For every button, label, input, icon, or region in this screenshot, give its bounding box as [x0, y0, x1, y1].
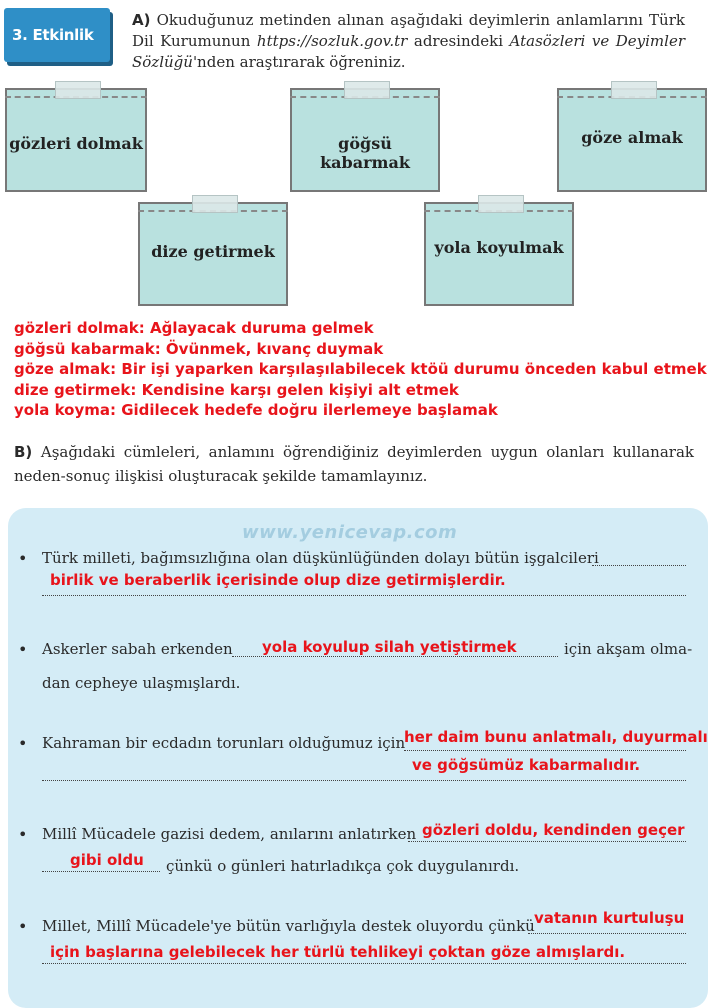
- sentence-answer: her daim bunu anlatmalı, duyurmalı: [404, 728, 708, 746]
- fill-line: [404, 750, 686, 751]
- fill-line: [408, 841, 686, 842]
- idiom-card-label: gözleri dolmak: [9, 134, 143, 153]
- sentence-text: Askerler sabah erkenden: [42, 640, 233, 658]
- idiom-card-5: [424, 202, 574, 306]
- part-b-letter: B): [14, 443, 33, 461]
- bullet: •: [18, 917, 28, 936]
- idiom-card-2: [290, 88, 440, 192]
- sentence-text: Millet, Millî Mücadele'ye bütün varlığıyla destek oluyordu çünkü: [42, 917, 535, 935]
- sentence-answer: gözleri doldu, kendinden geçer: [422, 821, 685, 839]
- fill-line: [592, 565, 686, 566]
- sentence-text: Kahraman bir ecdadın torunları olduğumuz için: [42, 734, 406, 752]
- watermark: www.yenicevap.com: [242, 522, 458, 543]
- part-a-text-2: adresindeki: [413, 32, 503, 50]
- part-a-instruction: [132, 10, 685, 73]
- activity-badge: [4, 8, 110, 62]
- sentence-text-line-2: dan cepheye ulaşmışlardı.: [42, 674, 241, 692]
- fill-line: [42, 780, 686, 781]
- sentence-text: Türk milleti, bağımsızlığına olan düşkünlüğünden dolayı bütün işgalcileri: [42, 549, 599, 567]
- fill-line: [42, 963, 686, 964]
- fill-line: [232, 656, 558, 657]
- bullet: •: [18, 734, 28, 753]
- sentence-answer-2: ve göğsümüz kabarmalıdır.: [412, 756, 641, 774]
- part-a-dictionary: Atasözleri ve Deyimler Sözlüğü: [132, 32, 685, 71]
- answer-line: gözleri dolmak: Ağlayacak duruma gelmek: [14, 319, 374, 337]
- sentence-answer: birlik ve beraberlik içerisinde olup dize getirmişlerdir.: [50, 571, 506, 589]
- answer-line: göğsü kabarmak: Övünmek, kıvanç duymak: [14, 339, 384, 358]
- part-a-text-3: 'nden araştırarak öğreniniz.: [192, 53, 406, 71]
- idiom-card-3: [557, 88, 707, 192]
- answer-line: göze almak: Bir işi yaparken karşılaşılabilecek ktöü durumu önceden kabul etmek: [14, 360, 707, 378]
- fill-line: [42, 595, 686, 596]
- sentence-answer: vatanın kurtuluşu: [534, 909, 685, 927]
- idiom-card-4: [138, 202, 288, 306]
- sentence-text-suffix: çünkü o günleri hatırladıkça çok duygulanırdı.: [166, 857, 520, 875]
- part-a-letter: A): [132, 11, 151, 29]
- bullet: •: [18, 549, 28, 568]
- fill-line: [42, 871, 160, 872]
- sentence-text: Millî Mücadele gazisi dedem, anılarını anlatırken: [42, 825, 417, 843]
- idiom-card-label: yola koyulmak: [434, 238, 564, 257]
- idiom-card-label: dize getirmek: [151, 242, 275, 261]
- answer-line: yola koyma: Gidilecek hedefe doğru ilerlemeye başlamak: [14, 401, 498, 419]
- sentence-text-suffix: için akşam olma-: [564, 640, 693, 658]
- fill-line: [528, 933, 686, 934]
- sentence-answer-2: için başlarına gelebilecek her türlü tehlikeyi çoktan göze almışlardı.: [50, 943, 626, 961]
- bullet: •: [18, 825, 28, 844]
- answer-line: dize getirmek: Kendisine karşı gelen kişiyi alt etmek: [14, 380, 459, 399]
- sentence-answer-2: gibi oldu: [70, 851, 144, 869]
- part-a-text-1: Okuduğunuz metinden alınan aşağıdaki deyimlerin anlamlarını Türk Dil Kurumunun: [132, 11, 685, 50]
- part-b-instruction: [14, 440, 694, 488]
- sentence-answer: yola koyulup silah yetiştirmek: [262, 638, 517, 656]
- part-a-answers: [14, 318, 707, 421]
- idiom-card-1: [5, 88, 147, 192]
- bullet: •: [18, 640, 28, 659]
- activity-badge-label: 3. Etkinlik: [12, 26, 94, 44]
- part-b-text: Aşağıdaki cümleleri, anlamını öğrendiğiniz deyimlerden uygun olanları kullanarak neden-sonuç ilişkisi oluşturacak şekilde tamamlayınız.: [14, 443, 694, 485]
- idiom-card-label: göğsü kabarmak: [320, 134, 410, 172]
- part-a-url: https://sozluk.gov.tr: [256, 32, 408, 50]
- idiom-card-label: göze almak: [581, 128, 683, 147]
